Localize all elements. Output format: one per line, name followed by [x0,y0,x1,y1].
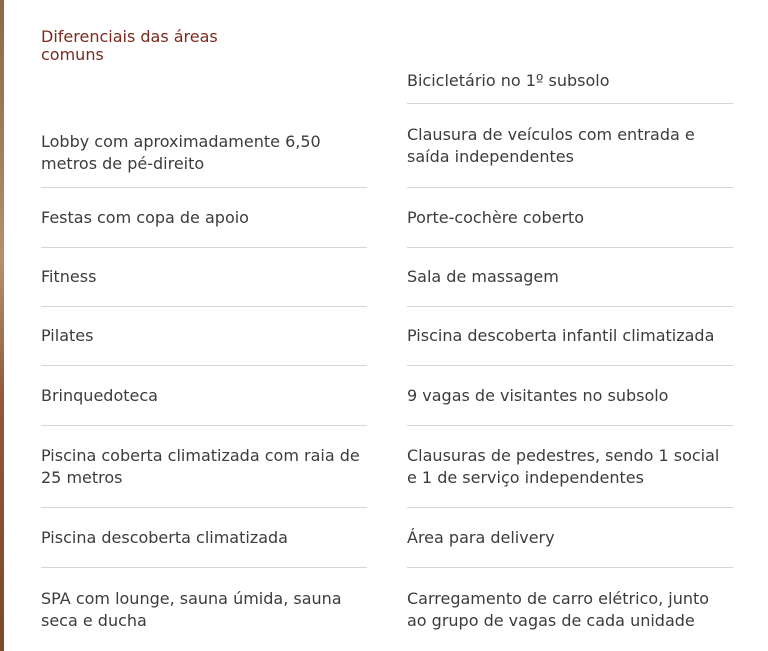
list-item: Lobby com aproximadamente 6,50 metros de pé-direito [41,118,367,188]
list-item: Piscina descoberta climatizada [41,508,367,568]
section-title: Diferenciais das áreas comuns [41,27,218,64]
list-item: Fitness [41,248,367,307]
list-item: Bicicletário no 1º subsolo [407,58,733,104]
list-item: Piscina descoberta infantil climatizada [407,307,733,366]
list-item: 9 vagas de visitantes no subsolo [407,366,733,426]
list-item: Porte-cochère coberto [407,188,733,248]
list-item: Pilates [41,307,367,366]
list-item: Área para delivery [407,508,733,568]
list-item: Festas com copa de apoio [41,188,367,248]
list-item: Carregamento de carro elétrico, junto ao grupo de vagas de cada unidade [407,588,710,630]
list-item: Clausuras de pedestres, sendo 1 social e 1 de serviço independentes [407,426,733,508]
list-item: Clausura de veículos com entrada e saída independentes [407,104,733,188]
list-item: Piscina coberta climatizada com raia de 25 metros [41,426,367,508]
list-item: SPA com lounge, sauna úmida, sauna seca e ducha [41,588,342,630]
list-item: Brinquedoteca [41,366,367,426]
list-item: Sala de massagem [407,248,733,307]
